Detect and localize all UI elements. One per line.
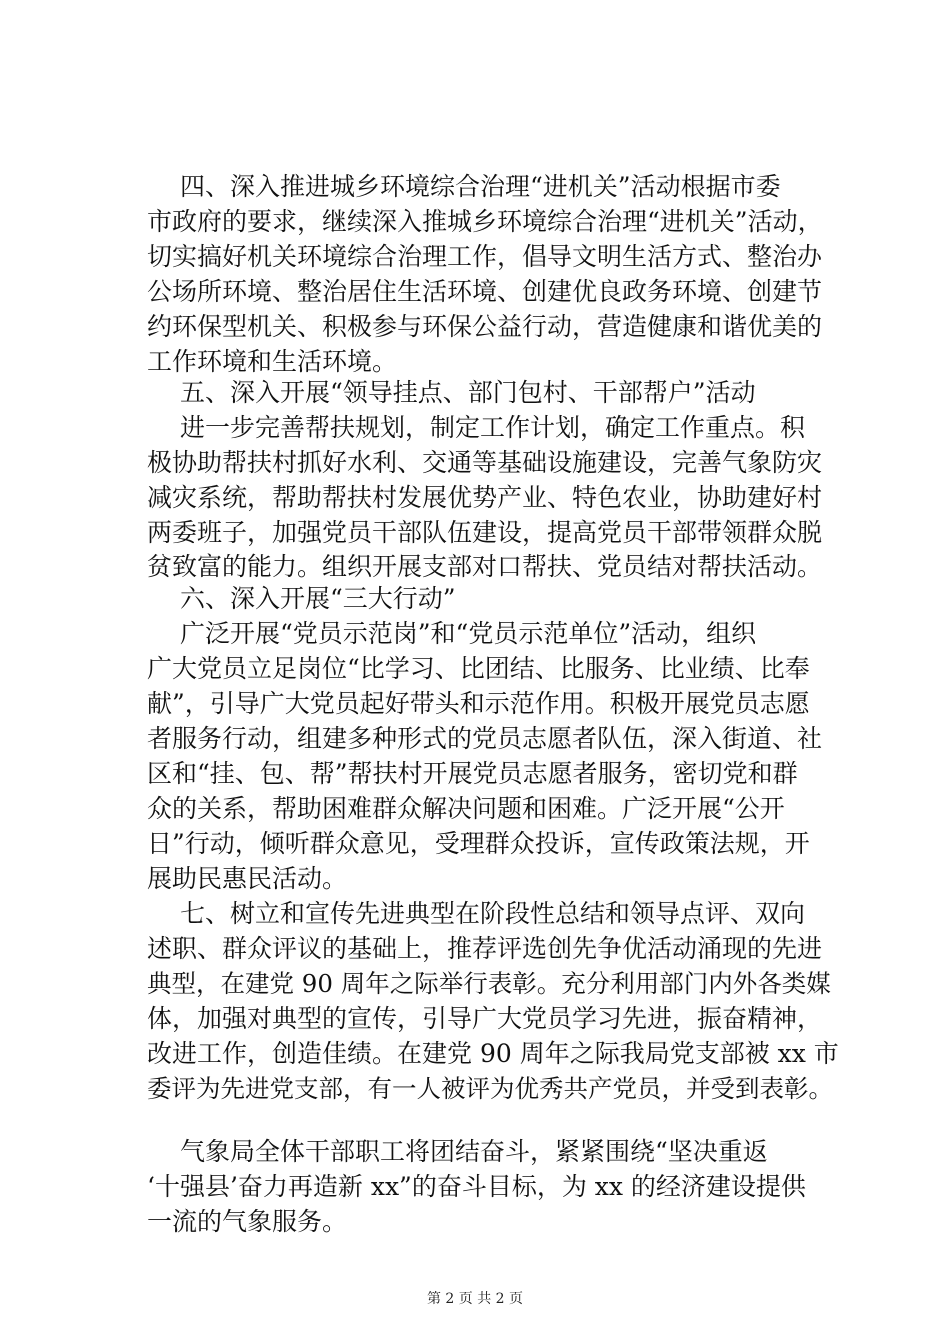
paragraph-line: 进一步完善帮扶规划，制定工作计划，确定工作重点。积 (180, 413, 806, 442)
paragraph-line: 广大党员立足岗位“比学习、比团结、比服务、比业绩、比奉 (147, 654, 810, 683)
section-heading: 七、树立和宣传先进典型在阶段性总结和领导点评、双向 (180, 899, 806, 928)
paragraph-line: 切实搞好机关环境综合治理工作，倡导文明生活方式、整治办 (147, 242, 823, 271)
paragraph-line: 众的关系，帮助困难群众解决问题和困难。广泛开展“公开 (147, 794, 785, 823)
paragraph-line: 工作环境和生活环境。 (147, 347, 398, 376)
paragraph-line: 四、深入推进城乡环境综合治理“进机关”活动根据市委 (180, 172, 781, 201)
paragraph-line: 改进工作，创造佳绩。在建党 90 周年之际我局党支部被 xx 市 (147, 1039, 839, 1068)
section-heading: 五、深入开展“领导挂点、部门包村、干部帮户”活动 (180, 378, 756, 407)
closing-paragraph-line: 气象局全体干部职工将团结奋斗，紧紧围绕“坚决重返 (180, 1137, 768, 1166)
paragraph-line: 展助民惠民活动。 (147, 864, 348, 893)
closing-paragraph-line: ‘十强县’奋力再造新 xx”的奋斗目标，为 xx 的经济建设提供 (147, 1172, 806, 1201)
paragraph-line: 者服务行动，组建多种形式的党员志愿者队伍，深入街道、社 (147, 724, 823, 753)
page-footer: 第 2 页 共 2 页 (426, 1291, 524, 1307)
paragraph-line: 委评为先进党支部，有一人被评为优秀共产党员，并受到表彰。 (147, 1074, 833, 1103)
paragraph-line: 述职、群众评议的基础上，推荐评选创先争优活动涌现的先进 (147, 934, 823, 963)
paragraph-line: 献”，引导广大党员起好带头和示范作用。积极开展党员志愿 (147, 689, 810, 718)
paragraph-line: 典型，在建党 90 周年之际举行表彰。充分利用部门内外各类媒 (147, 969, 831, 998)
paragraph-line: 公场所环境、整治居住生活环境、创建优良政务环境、创建节 (147, 277, 823, 306)
paragraph-line: 广泛开展“党员示范岗”和“党员示范单位”活动，组织 (180, 619, 757, 648)
paragraph-line: 约环保型机关、积极参与环保公益行动，营造健康和谐优美的 (147, 312, 823, 341)
closing-paragraph-line: 一流的气象服务。 (147, 1207, 348, 1236)
paragraph-line: 日”行动，倾听群众意见，受理群众投诉，宣传政策法规，开 (147, 829, 810, 858)
paragraph-line: 体，加强对典型的宣传，引导广大党员学习先进，振奋精神， (147, 1004, 823, 1033)
section-heading: 六、深入开展“三大行动” (180, 584, 456, 613)
paragraph-line: 市政府的要求，继续深入推城乡环境综合治理“进机关”活动， (147, 207, 823, 236)
paragraph-line: 贫致富的能力。组织开展支部对口帮扶、党员结对帮扶活动。 (147, 552, 823, 581)
paragraph-line: 两委班子，加强党员干部队伍建设，提高党员干部带领群众脱 (147, 518, 823, 547)
paragraph-line: 减灾系统，帮助帮扶村发展优势产业、特色农业，协助建好村 (147, 483, 823, 512)
paragraph-line: 极协助帮扶村抓好水利、交通等基础设施建设，完善气象防灾 (147, 448, 823, 477)
paragraph-line: 区和“挂、包、帮”帮扶村开展党员志愿者服务，密切党和群 (147, 759, 798, 788)
